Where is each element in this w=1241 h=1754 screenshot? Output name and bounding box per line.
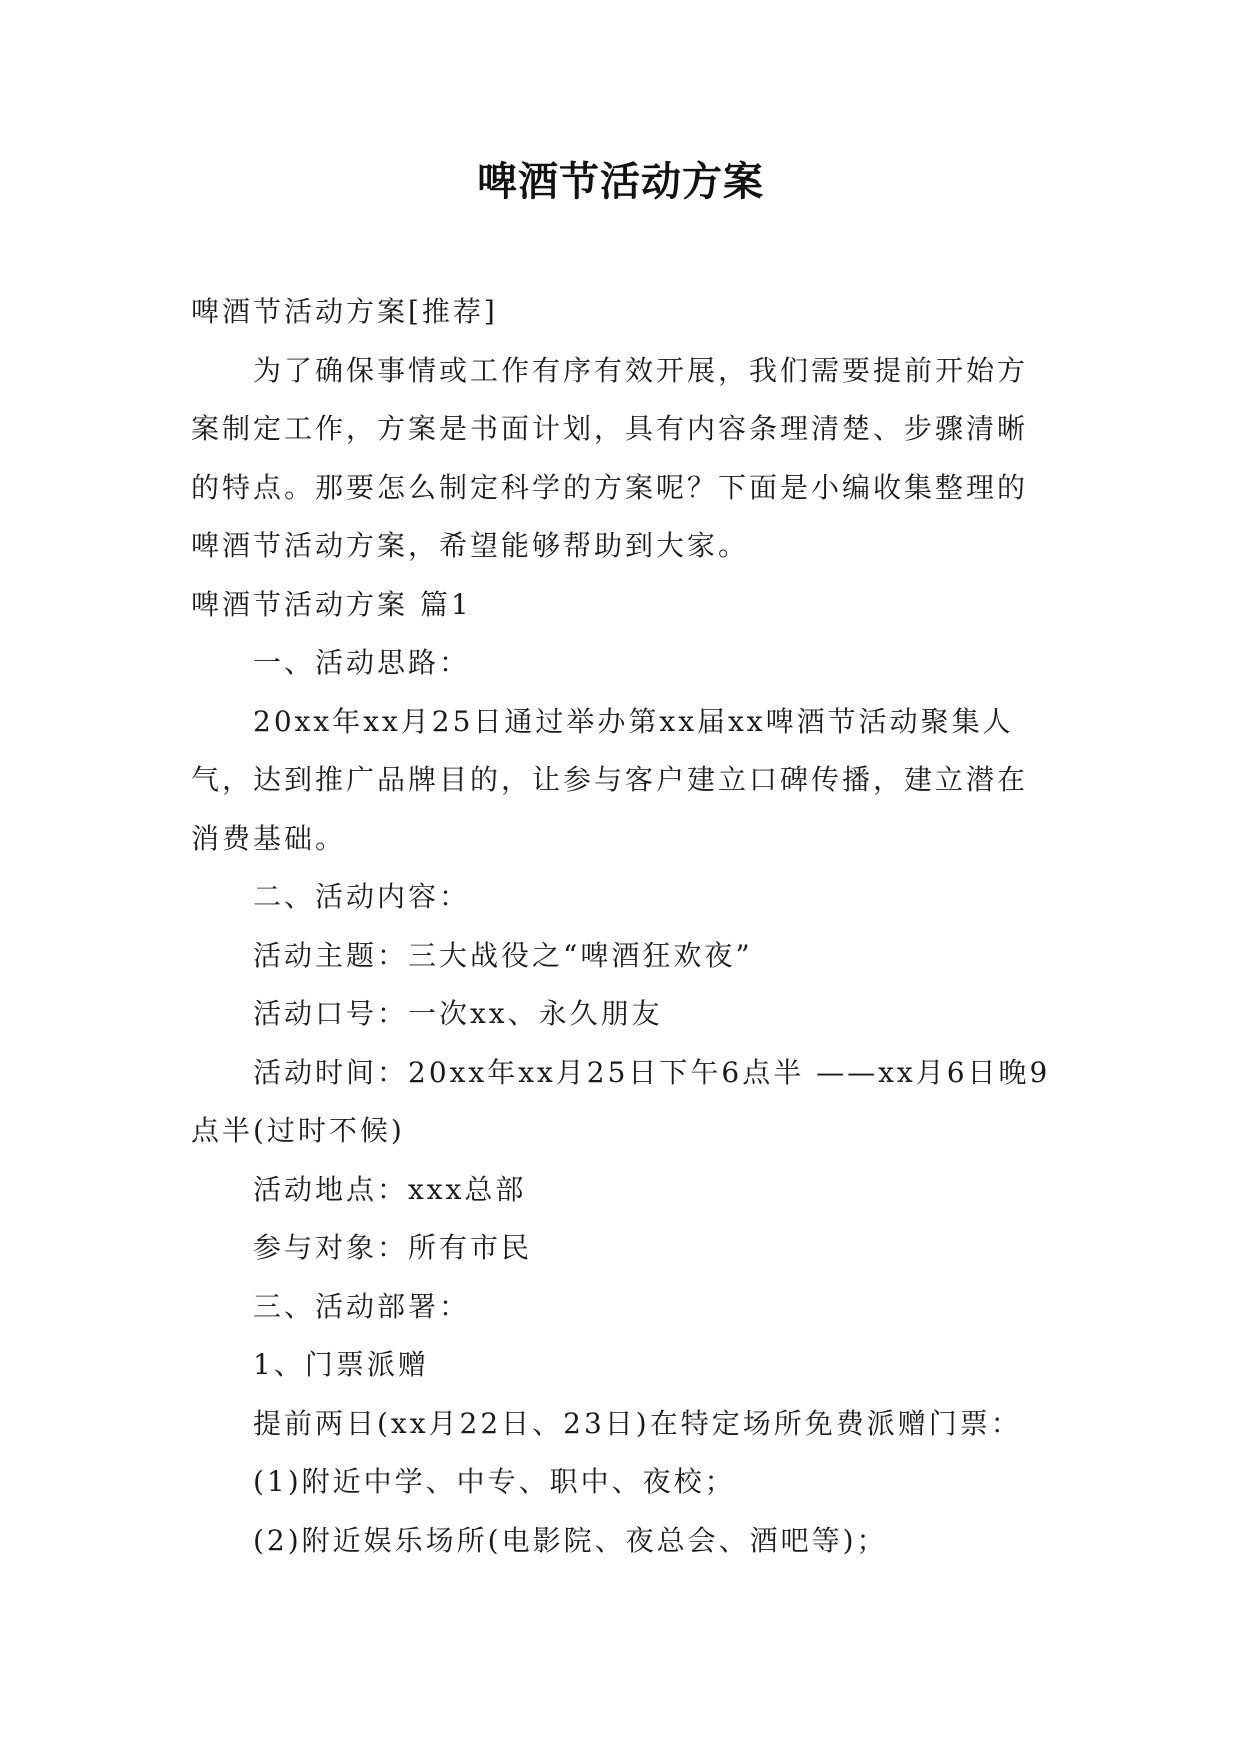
- paragraph-heading-3: 三、活动部署：: [253, 1289, 471, 1323]
- paragraph-heading-1: 一、活动思路：: [253, 646, 471, 679]
- paragraph-item-1: 1、门票派赠: [253, 1348, 429, 1381]
- paragraph-subtitle: 啤酒节活动方案[推荐]: [191, 295, 498, 328]
- paragraph-participants: 参与对象：所有市民: [253, 1231, 533, 1264]
- paragraph-heading-2: 二、活动内容：: [253, 880, 471, 913]
- paragraph-list-2: (2)附近娱乐场所(电影院、夜总会、酒吧等)；: [253, 1523, 888, 1557]
- paragraph-slogan: 活动口号：一次xx、永久朋友: [253, 997, 663, 1030]
- paragraph-section-heading: 啤酒节活动方案 篇1: [191, 587, 472, 621]
- document-body: [191, 283, 1051, 1570]
- paragraph-intro: 为了确保事情或工作有序有效开展，我们需要提前开始方案制定工作，方案是书面计划，具有内容条理清楚、步骤清晰的特点。那要怎么制定科学的方案呢？下面是小编收集整理的啤酒节活动方案，希望能够帮助到大家。: [191, 353, 1029, 562]
- paragraph-time: 活动时间：20xx年xx月25日下午6点半 ——xx月6日晚9点半(过时不候): [191, 1055, 1051, 1147]
- paragraph-ticket-plan: 提前两日(xx月22日、23日)在特定场所免费派赠门票：: [253, 1406, 1022, 1440]
- paragraph-location: 活动地点：xxx总部: [253, 1172, 527, 1206]
- paragraph-theme: 活动主题：三大战役之“啤酒狂欢夜”: [253, 938, 753, 972]
- paragraph-list-1: (1)附近中学、中专、职中、夜校；: [253, 1465, 736, 1498]
- document-title: 啤酒节活动方案: [477, 159, 764, 205]
- paragraph-activity-idea: 20xx年xx月25日通过举办第xx届xx啤酒节活动聚集人气，达到推广品牌目的，让参与客户建立口碑传播，建立潜在消费基础。: [191, 704, 1029, 855]
